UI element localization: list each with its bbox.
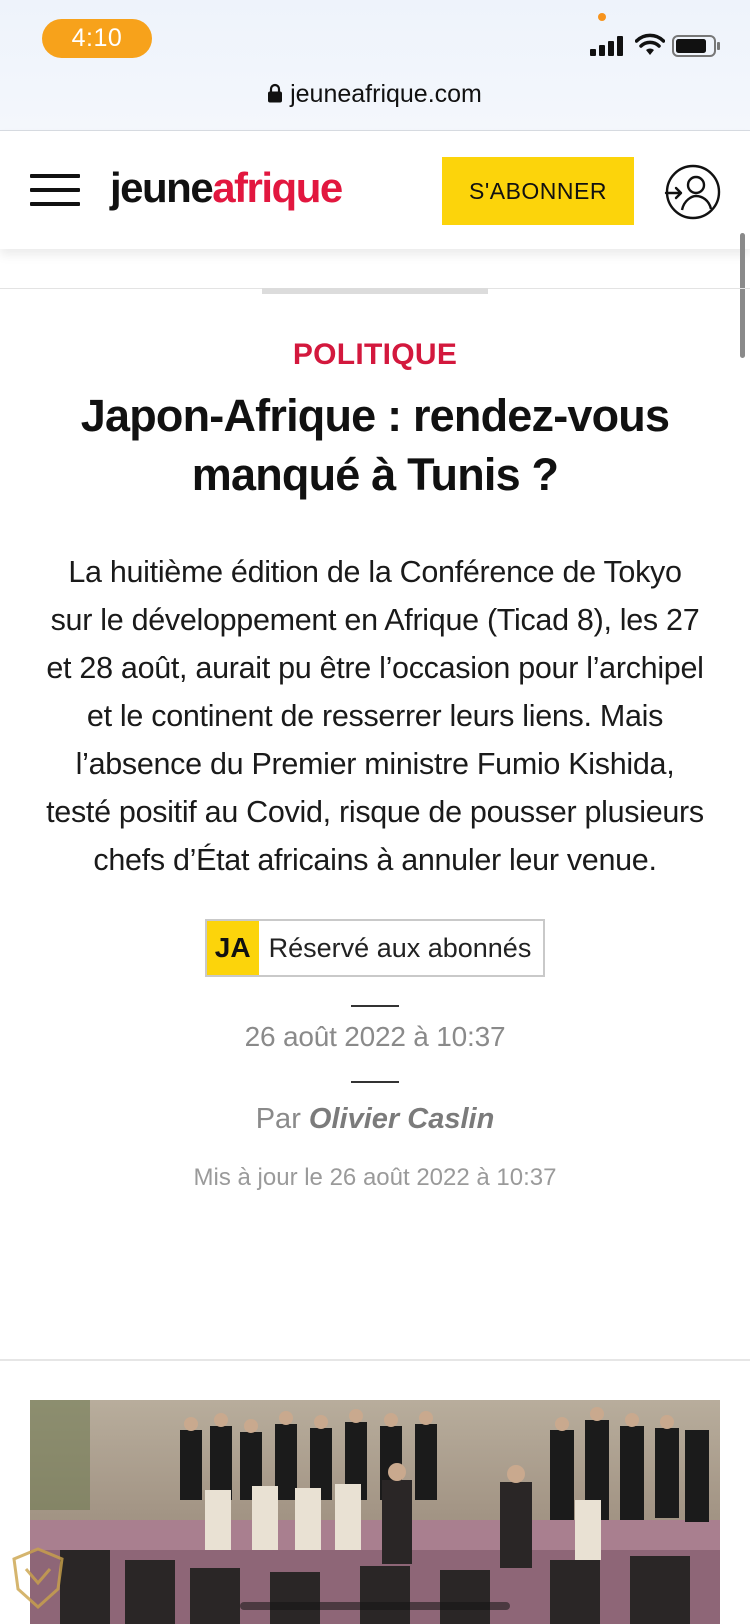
logo-part-jeune: jeune <box>110 164 213 211</box>
author-link[interactable]: Olivier Caslin <box>308 1103 495 1135</box>
address-bar[interactable] <box>0 76 750 112</box>
byline <box>0 1103 750 1136</box>
ja-logo-badge: JA <box>207 921 259 975</box>
home-indicator[interactable] <box>240 1602 510 1610</box>
hamburger-icon[interactable] <box>30 172 80 208</box>
byline-prefix: Par <box>255 1103 301 1135</box>
url-text: jeuneafrique.com <box>290 79 482 108</box>
subscriber-only-badge <box>205 919 546 977</box>
status-time: 4:10 <box>42 19 152 58</box>
account-icon[interactable] <box>664 163 722 221</box>
ad-placeholder-tab <box>262 288 488 294</box>
forum-watermark-logo <box>6 1545 70 1615</box>
site-logo[interactable] <box>110 163 342 213</box>
updated-date: Mis à jour le 26 août 2022 à 10:37 <box>193 1164 557 1191</box>
subscribe-button[interactable]: S'ABONNER <box>442 157 634 225</box>
meta-divider-2 <box>351 1081 399 1083</box>
badge-label: Réservé aux abonnés <box>268 932 532 963</box>
article-lede: La huitième édition de la Conférence de Tokyo sur le développement en Afrique (Ticad 8), les 27 et 28 août, aurait pu être l’occasion pour l’archipel et le continent de resserrer leurs liens. Mais l’absence du Premier ministre Fumio Kishida, testé positif au Covid, risque de pousser plusieurs chefs d’État africains à annuler leur venue. <box>46 555 704 877</box>
article-title: Japon-Afrique : rendez-vous manqué à Tunis ? <box>80 390 670 500</box>
article-header <box>0 330 750 1192</box>
battery-icon <box>672 35 720 57</box>
meta-divider <box>351 1005 399 1007</box>
publish-date: 26 août 2022 à 10:37 <box>244 1021 506 1052</box>
browser-chrome <box>0 0 750 131</box>
logo-part-afrique: afrique <box>212 164 342 211</box>
site-header <box>0 131 750 249</box>
wifi-icon <box>635 33 665 57</box>
photo-illustration <box>30 1400 720 1624</box>
article-photo[interactable] <box>30 1400 720 1624</box>
signal-icon <box>590 36 626 56</box>
privacy-indicator-dot <box>598 13 606 21</box>
section-divider <box>0 1359 750 1361</box>
lock-icon <box>268 83 282 103</box>
category-link[interactable]: POLITIQUE <box>292 338 458 371</box>
